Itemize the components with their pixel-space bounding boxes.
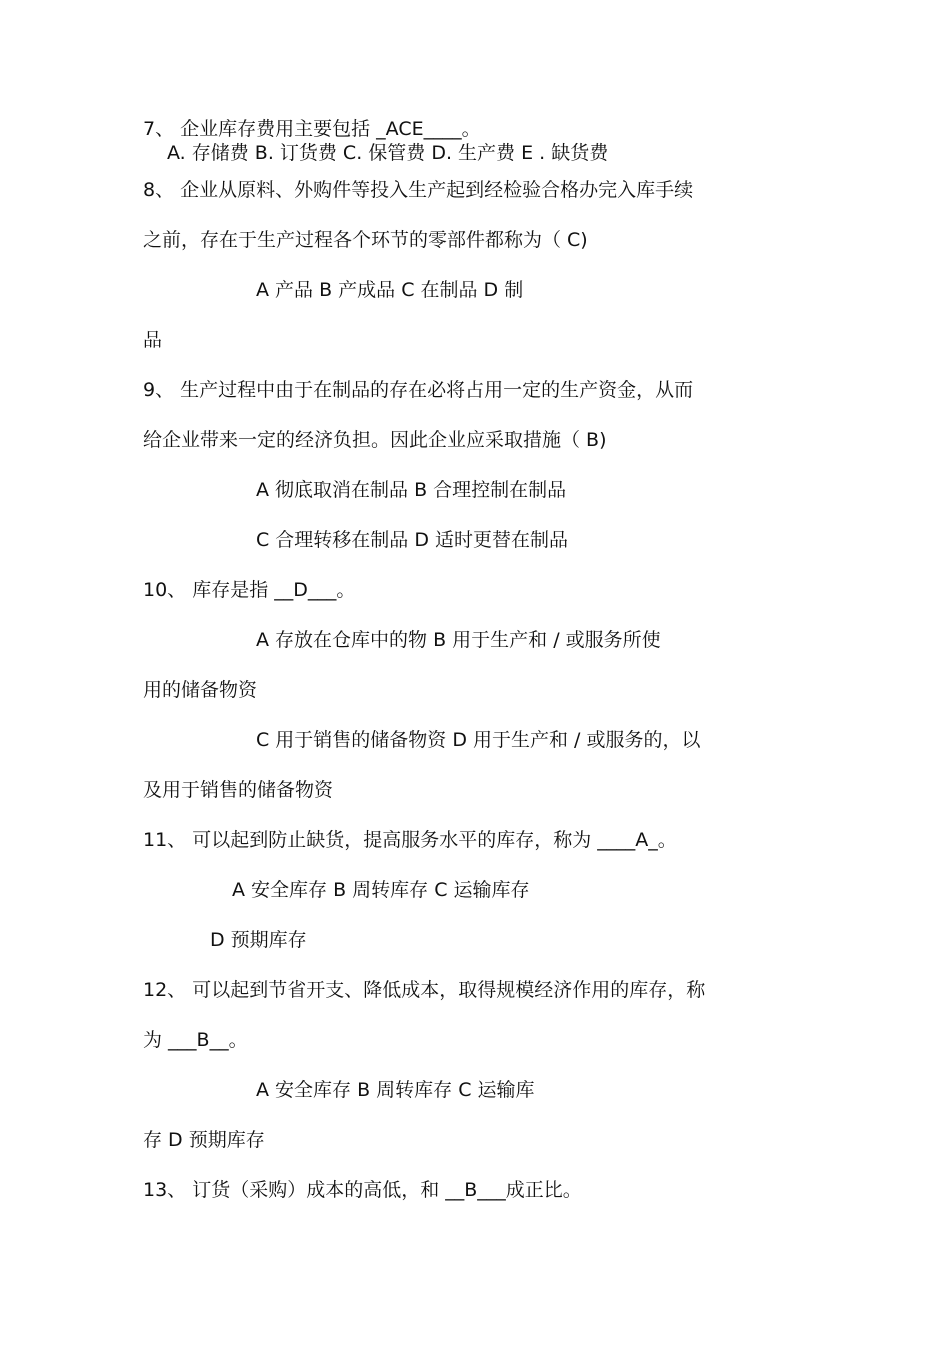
q9-stem-line2: 给企业带来一定的经济负担。因此企业应采取措施（ B)	[143, 429, 607, 451]
q10-stem: 10、 库存是指 __D___。	[143, 579, 356, 601]
q10-options-ab-wrap: 用的储备物资	[143, 679, 258, 701]
q13-stem: 13、 订货（采购）成本的高低，和 __B___成正比。	[143, 1179, 582, 1201]
q8-stem-line2: 之前，存在于生产过程各个环节的零部件都称为（ C)	[143, 229, 588, 251]
q10-options-ab: A 存放在仓库中的物 B 用于生产和 / 或服务所使	[256, 629, 661, 651]
q12-stem-line1: 12、 可以起到节省开支、降低成本，取得规模经济作用的库存，称	[143, 979, 706, 1001]
q11-options-d: D 预期库存	[210, 929, 307, 951]
q11-options-abc: A 安全库存 B 周转库存 C 运输库存	[232, 879, 530, 901]
q7-options: A. 存储费 B. 订货费 C. 保管费 D. 生产费 E . 缺货费	[167, 142, 609, 164]
q11-stem: 11、 可以起到防止缺货，提高服务水平的库存，称为 ____A_。	[143, 829, 677, 851]
q8-options: A 产品 B 产成品 C 在制品 D 制	[256, 279, 524, 301]
q8-stem-line1: 8、 企业从原料、外购件等投入生产起到经检验合格办完入库手续	[143, 179, 694, 201]
q7-stem: 7、 企业库存费用主要包括 _ACE____。	[143, 118, 481, 140]
q12-options-d: 存 D 预期库存	[143, 1129, 265, 1151]
q9-options-cd: C 合理转移在制品 D 适时更替在制品	[256, 529, 569, 551]
q10-options-cd: C 用于销售的储备物资 D 用于生产和 / 或服务的，以	[256, 729, 701, 751]
q9-options-ab: A 彻底取消在制品 B 合理控制在制品	[256, 479, 567, 501]
q10-options-cd-wrap: 及用于销售的储备物资	[143, 779, 334, 801]
q12-options-abc: A 安全库存 B 周转库存 C 运输库	[256, 1079, 535, 1101]
q12-stem-line2: 为 ___B__。	[143, 1029, 248, 1051]
q9-stem-line1: 9、 生产过程中由于在制品的存在必将占用一定的生产资金，从而	[143, 379, 694, 401]
q8-options-wrap: 品	[143, 329, 163, 351]
